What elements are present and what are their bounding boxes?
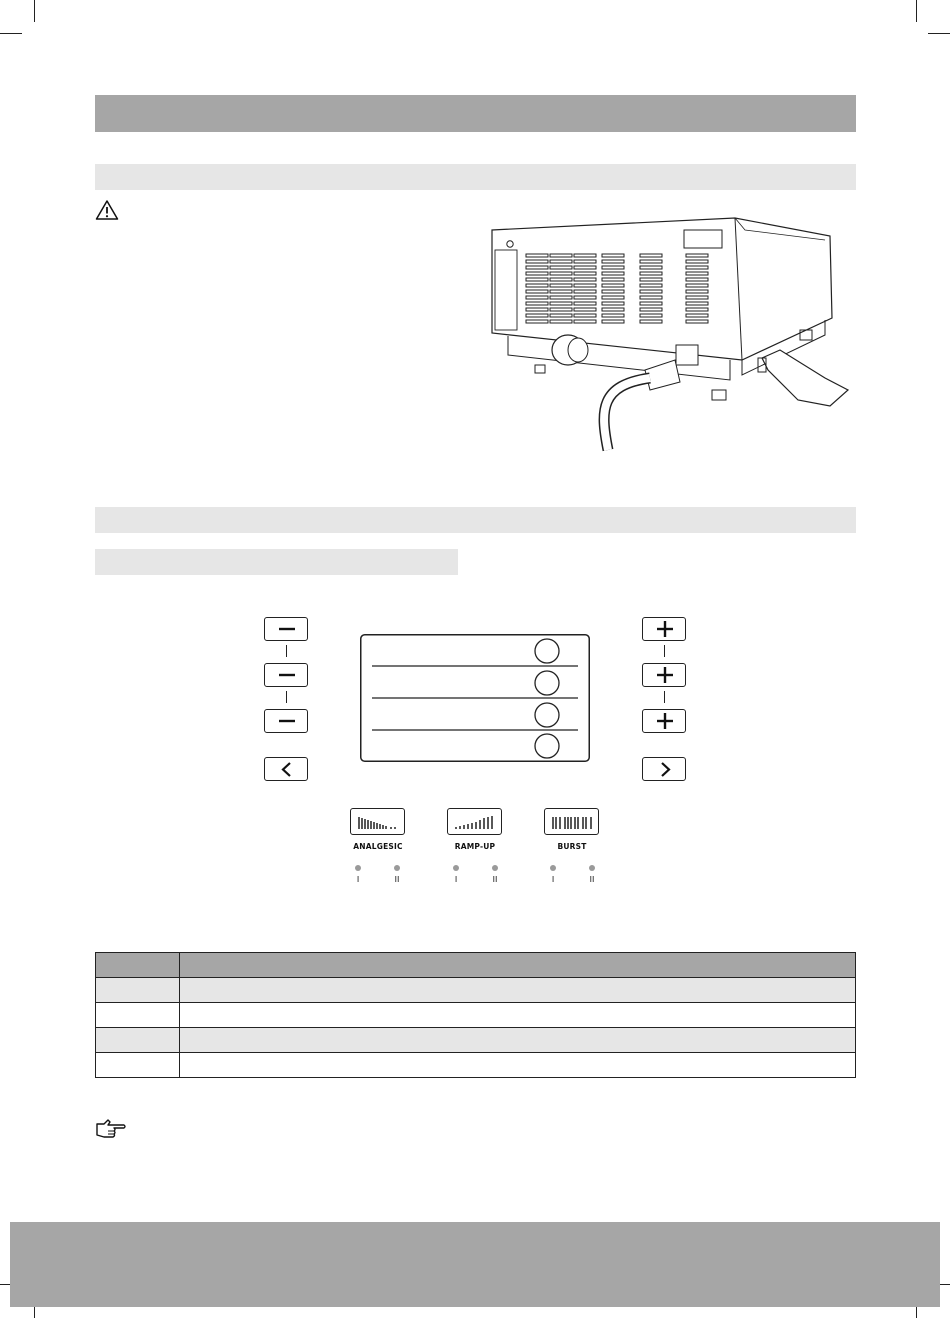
burst-mode-button[interactable] [544, 808, 599, 835]
crop-mark [0, 33, 22, 34]
chevron-left-icon [265, 758, 309, 782]
minus-button[interactable] [264, 617, 308, 641]
plus-icon [643, 618, 687, 642]
table-cell [96, 978, 180, 1003]
connector-line [286, 645, 287, 657]
minus-button[interactable] [264, 663, 308, 687]
plus-button[interactable] [642, 663, 686, 687]
minus-icon [265, 618, 309, 642]
table-cell [96, 1003, 180, 1028]
led-label: II [492, 875, 498, 884]
specification-table [95, 952, 856, 1078]
analgesic-label: ANALGESIC [353, 842, 403, 851]
plus-button[interactable] [642, 709, 686, 733]
connector-line [286, 691, 287, 703]
page-footer-bar [10, 1222, 940, 1307]
table-cell [180, 978, 856, 1003]
minus-icon [265, 664, 309, 688]
ramp-up-pulse-icon [448, 809, 503, 836]
led-label: II [589, 875, 595, 884]
table-row [96, 1003, 856, 1028]
section-bar [95, 507, 856, 533]
led-indicator [394, 865, 400, 871]
table-cell [180, 1053, 856, 1078]
table-cell [180, 1028, 856, 1053]
plus-button[interactable] [642, 617, 686, 641]
led-indicator [453, 865, 459, 871]
plus-icon [643, 664, 687, 688]
table-header-cell [96, 953, 180, 978]
table-cell [96, 1053, 180, 1078]
table-cell [180, 1003, 856, 1028]
table-header-row [96, 953, 856, 978]
analgesic-mode-button[interactable] [350, 808, 405, 835]
table-row [96, 1028, 856, 1053]
burst-label: BURST [557, 842, 587, 851]
connector-line [664, 645, 665, 657]
section-bar [95, 164, 856, 190]
minus-icon [265, 710, 309, 734]
led-label: I [356, 875, 360, 884]
chevron-right-icon [643, 758, 687, 782]
led-label: I [454, 875, 458, 884]
crop-mark [916, 0, 917, 22]
table-row [96, 1053, 856, 1078]
led-label: I [551, 875, 555, 884]
connector-line [664, 691, 665, 703]
crop-mark [928, 33, 950, 34]
device-illustration [480, 210, 860, 460]
led-indicator [589, 865, 595, 871]
analgesic-pulse-icon [351, 809, 406, 836]
forward-button[interactable] [642, 757, 686, 781]
table-row [96, 978, 856, 1003]
pointing-hand-icon [95, 1118, 127, 1140]
ramp-up-label: RAMP-UP [454, 842, 496, 851]
display-screen [360, 634, 590, 762]
table-header-cell [180, 953, 856, 978]
warning-triangle-icon [95, 199, 119, 221]
crop-mark [34, 0, 35, 22]
led-indicator [355, 865, 361, 871]
led-indicator [492, 865, 498, 871]
page-header-bar [95, 95, 856, 132]
led-label: II [394, 875, 400, 884]
led-indicator [550, 865, 556, 871]
ramp-up-mode-button[interactable] [447, 808, 502, 835]
plus-icon [643, 710, 687, 734]
back-button[interactable] [264, 757, 308, 781]
table-cell [96, 1028, 180, 1053]
minus-button[interactable] [264, 709, 308, 733]
subsection-bar [95, 549, 458, 575]
burst-pulse-icon [545, 809, 600, 836]
